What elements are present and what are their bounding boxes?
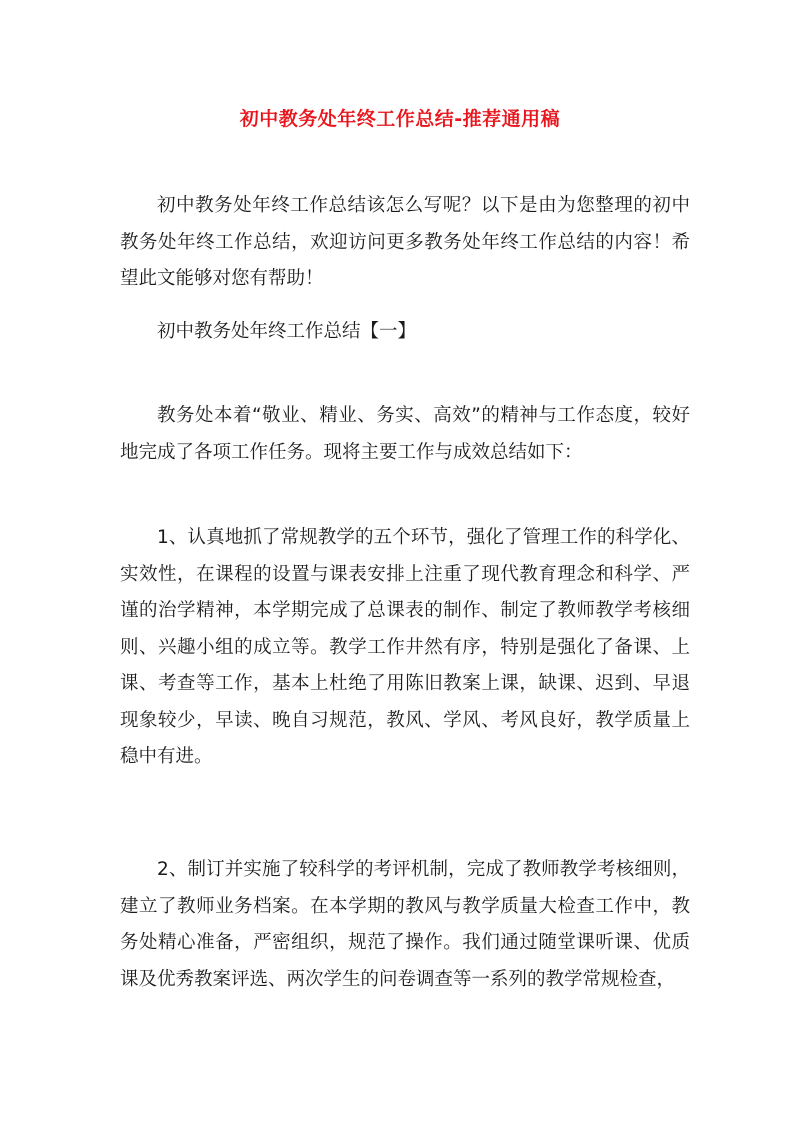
intro-paragraph: 初中教务处年终工作总结该怎么写呢？以下是由为您整理的初中教务处年终工作总结，欢迎访问更多教务处年终工作总结的内容！希望此文能够对您有帮助！ bbox=[120, 195, 690, 289]
paragraph-item-2: 2、制订并实施了较科学的考评机制，完成了教师教学考核细则，建立了教师业务档案。在本学期的教风与教学质量大检查工作中，教务处精心准备，严密组织，规范了操作。我们通过随堂课听课、优质课及优秀教案评选、两次学生的问卷调查等一系列的教学常规检查， bbox=[120, 859, 690, 990]
section-heading: 初中教务处年终工作总结【一】 bbox=[157, 321, 417, 342]
document-title: 初中教务处年终工作总结-推荐通用稿 bbox=[239, 108, 561, 130]
paragraph-item-1: 1、认真地抓了常规教学的五个环节，强化了管理工作的科学化、实效性，在课程的设置与课表安排上注重了现代教育理念和科学、严谨的治学精神，本学期完成了总课表的制作、制定了教师教学考核细则、兴趣小组的成立等。教学工作井然有序，特别是强化了备课、上课、考查等工作，基本上杜绝了用陈旧教案上课，缺课、迟到、早退现象较少，早读、晚自习规范，教风、学风、考风良好，教学质量上稳中有进。 bbox=[120, 527, 690, 767]
paragraph-overview: 教务处本着“敬业、精业、务实、高效”的精神与工作态度，较好地完成了各项工作任务。现将主要工作与成效总结如下： bbox=[120, 405, 690, 463]
